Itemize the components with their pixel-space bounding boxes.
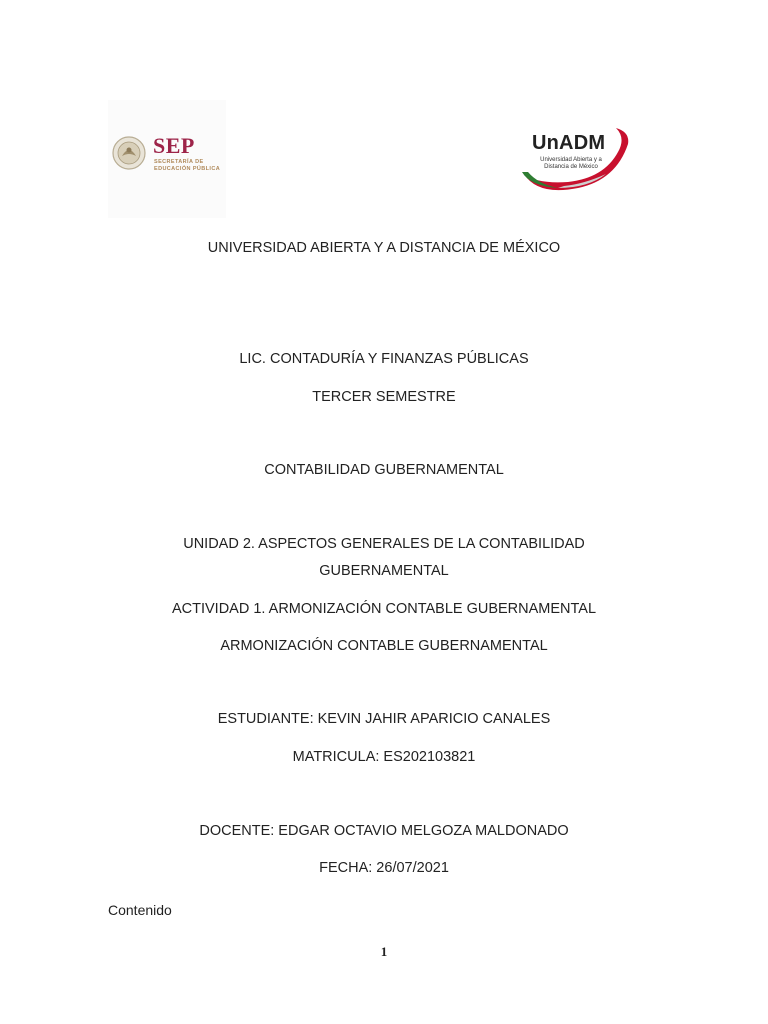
teacher-name: DOCENTE: EDGAR OCTAVIO MELGOZA MALDONADO	[199, 823, 569, 839]
unadm-logo-subtitle: Universidad Abierta y a Distancia de México	[540, 157, 602, 170]
unit-title-line-1: UNIDAD 2. ASPECTOS GENERALES DE LA CONTABILIDAD	[183, 536, 585, 552]
topic-title: ARMONIZACIÓN CONTABLE GUBERNAMENTAL	[220, 638, 548, 654]
unit-title	[0, 531, 768, 585]
activity-title: ACTIVIDAD 1. ARMONIZACIÓN CONTABLE GUBERNAMENTAL	[171, 601, 597, 617]
semester: TERCER SEMESTRE	[312, 389, 456, 405]
university-name: UNIVERSIDAD ABIERTA Y A DISTANCIA DE MÉXICO	[207, 240, 561, 256]
unit-title-line-2: GUBERNAMENTAL	[319, 563, 449, 579]
page-number: 1	[380, 944, 388, 959]
enrollment-number: MATRICULA: ES202103821	[292, 749, 476, 765]
sep-logo	[108, 100, 226, 218]
contents-heading: Contenido	[108, 902, 172, 918]
unadm-logo	[518, 122, 634, 194]
mexican-seal-icon	[112, 136, 146, 170]
unadm-logo-word: UnADM	[532, 132, 606, 154]
career-name: LIC. CONTADURÍA Y FINANZAS PÚBLICAS	[239, 351, 529, 367]
student-name: ESTUDIANTE: KEVIN JAHIR APARICIO CANALES	[217, 711, 551, 727]
date: FECHA: 26/07/2021	[319, 860, 449, 876]
sep-logo-subtitle: SECRETARÍA DE EDUCACIÓN PÚBLICA	[154, 159, 221, 172]
sep-logo-word: SEP	[153, 133, 195, 158]
subject: CONTABILIDAD GUBERNAMENTAL	[264, 462, 504, 478]
